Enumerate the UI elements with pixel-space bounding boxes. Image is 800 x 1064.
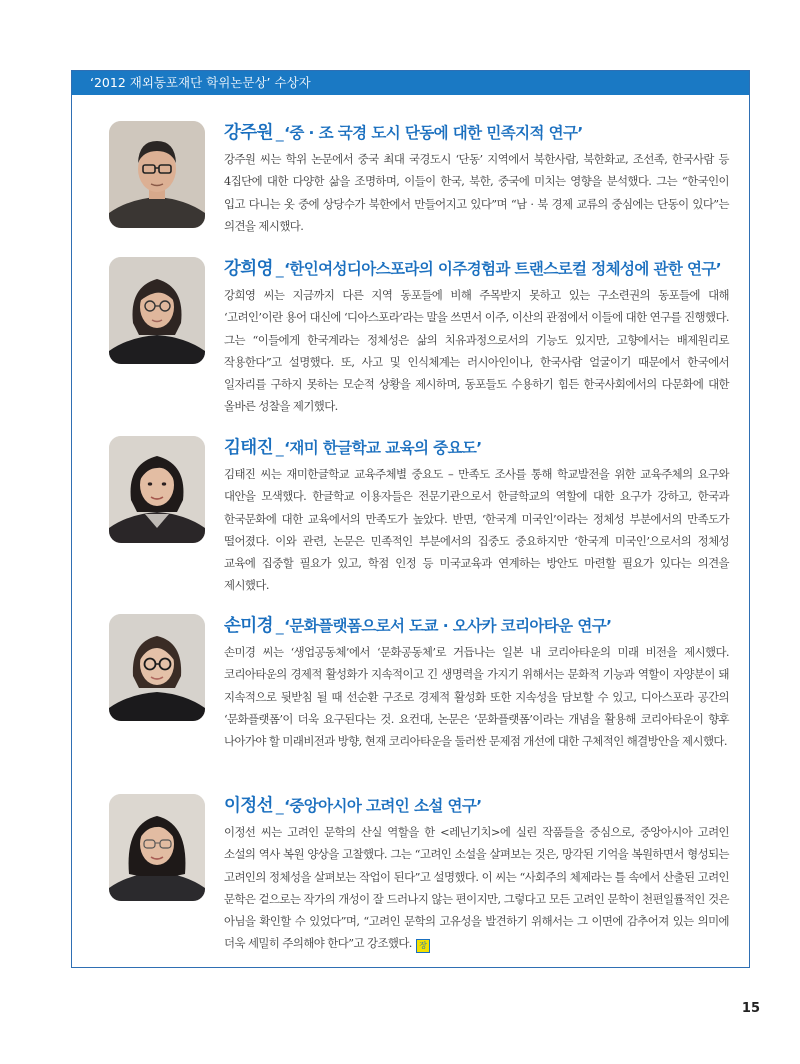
article-frame [71,70,750,968]
portrait-photo [109,614,205,721]
thesis-title: ‘재미 한글학교 교육의 중요도’ [284,439,482,457]
entry-body: 강주원 씨는 학위 논문에서 중국 최대 국경도시 ‘단동’ 지역에서 북한사람, 북한화교, 조선족, 한국사람 등 4집단에 대한 다양한 삶을 조명하며, 이들이 한국, 북한, 중국에 미치는 영향을 분석했다. 그는 “한국인이 입고 다니는 옷 중에 상당수가 북한에서 만들어지고 있다”며 “남 · 북 경제 교류의 중심에는 단동이 있다”는 의견을 제시했다. [224,152,729,233]
entry-heading [224,794,729,818]
author-name: 이정선 [224,796,273,816]
article-end-mark-icon: 장 [416,939,430,953]
portrait-woman-glasses-icon [109,257,205,364]
name-separator: _ [275,260,284,278]
section-banner: ‘2012 재외동포재단 학위논문상’ 수상자 [72,71,749,95]
author-name: 강희영 [224,259,273,279]
entry-body-text: 이정선 씨는 고려인 문학의 산실 역할을 한 <레닌기치>에 실린 작품들을 중심으로, 중앙아시아 고려인 소설의 역사 복원 양상을 고찰했다. 그는 “고려인 소설을 살펴보는 것은, 망각된 기억을 복원하면서 형성되는 고려인의 정체성을 살펴보는 작업이 된다”고 설명했다. 이 씨는 “사회주의 체제라는 틀 속에서 산출된 고려인 문학은 겉으로는 작가의 개성이 잘 드러나지 않는 편이지만, 그렇다고 모든 고려인 문학이 천편일률적인 것은 아님을 확인할 수 있었다”며, “고려인 문학의 고유성을 발견하기 위해서는 그 이면에 감추어져 있는 의미에 더욱 세밀히 주의해야 한다”고 강조했다. [224,825,729,951]
thesis-title: ‘중 · 조 국경 도시 단동에 대한 민족지적 연구’ [284,124,583,142]
author-name: 강주원 [224,123,273,143]
page-number: 15 [741,1001,760,1016]
portrait-woman-icon [109,436,205,543]
portrait-photo [109,121,205,228]
thesis-title: ‘중앙아시아 고려인 소설 연구’ [284,797,482,815]
name-separator: _ [275,124,284,142]
thesis-title: ‘한인여성디아스포라의 이주경험과 트랜스로컬 정체성에 관한 연구’ [284,260,722,278]
entry-heading [224,121,729,145]
thesis-title: ‘문화플랫폼으로서 도쿄 · 오사카 코리아타운 연구’ [284,617,612,635]
author-name: 손미경 [224,616,273,636]
author-name: 김태진 [224,438,273,458]
entry-body: 김태진 씨는 재미한글학교 교육주체별 중요도 – 만족도 조사를 통해 학교발전을 위한 교육주체의 요구와 대안을 모색했다. 한글학교 이용자들은 전문기관으로서 한글학교의 역할에 대한 요구가 강하고, 한국과 한국문화에 대한 교육에서의 만족도가 높았다. 반면, ‘한국계 미국인’이라는 정체성 부분에서의 만족도가 떨어졌다. 이와 관련, 논문은 민족적인 부분에서의 집중도 중요하지만 ‘한국계 미국인’으로서의 정체성 교육에 집중할 필요가 있고, 학점 인정 등 미국교육과 연계하는 방안도 마련할 필요가 있다는 의견을 제시했다. [224,467,729,593]
portrait-woman-glasses-icon [109,614,205,721]
entry-heading [224,614,729,638]
portrait-photo [109,794,205,901]
portrait-photo [109,436,205,543]
entry-body: 손미경 씨는 ‘생업공동체’에서 ‘문화공동체’로 거듭나는 일본 내 코리아타운의 미래 비전을 제시했다. 코리아타운의 경제적 활성화가 지속적이고 긴 생명력을 가지기 위해서는 문화적 기능과 역할이 자양분이 돼 지속적으로 뒷받침 될 때 선순환 구조로 경제적 활성화 또한 지속성을 담보할 수 있고, 디아스포라 공간의 ‘문화플랫폼’이 더욱 요구된다는 것. 요컨대, 논문은 ‘문화플랫폼’이라는 개념을 활용해 코리아타운이 향후 나아가야 할 미래비전과 방향, 현재 코리아타운을 둘러싼 문제점 개선에 대한 구체적인 해결방안을 제시했다. [224,645,729,749]
portrait-man-glasses-icon [109,121,205,228]
portrait-woman-glasses-icon [109,794,205,901]
portrait-photo [109,257,205,364]
entry-heading [224,257,729,281]
name-separator: _ [275,797,284,815]
entry-body: 강희영 씨는 지금까지 다른 지역 동포들에 비해 주목받지 못하고 있는 구소련권의 동포들에 대해 ‘고려인’이란 용어 대신에 ‘디아스포라’라는 말을 쓰면서 이주, 이산의 관점에서 이들에 대한 연구를 진행했다. 그는 “이들에게 한국계라는 정체성은 삶의 치유과정으로서의 기능도 있지만, 고향에서는 배제원리로 작용한다”고 설명했다. 또, 사고 및 인식체계는 러시아인이나, 한국사람 얼굴이기 때문에서 한국에서 일자리를 구하지 못하는 모순적 상황을 제시하며, 동포들도 수용하기 힘든 한국사회에서의 다문화에 대한 올바른 성찰을 제기했다. [224,288,729,414]
entry-body [224,821,729,955]
name-separator: _ [275,439,284,457]
name-separator: _ [275,617,284,635]
entry-heading [224,436,729,460]
